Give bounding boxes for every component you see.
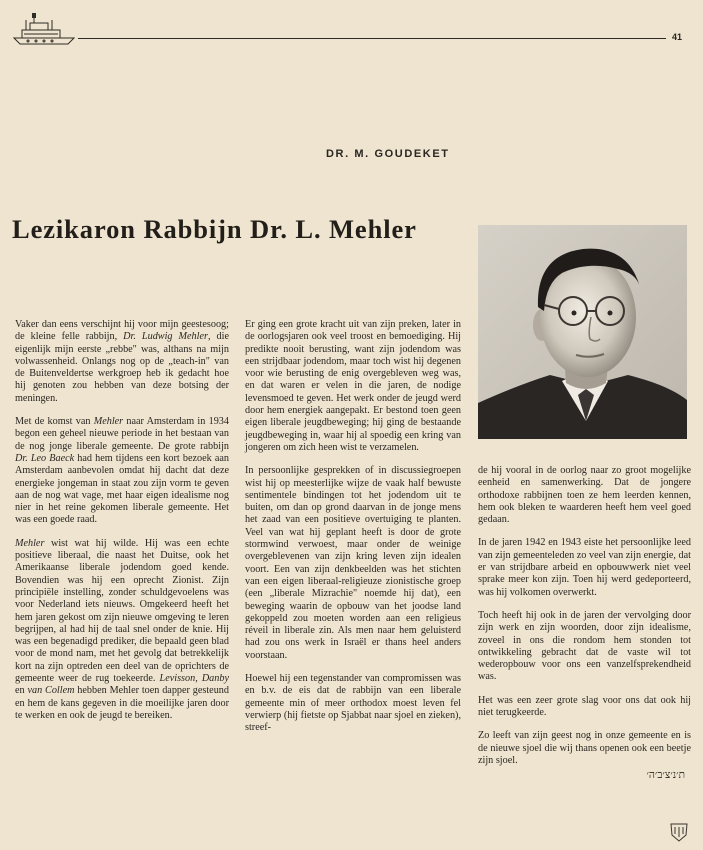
hebrew-abbreviation: ת׳נ׳צ׳ב׳ה׳ [646, 770, 685, 782]
italic-name: van Collem [27, 685, 75, 697]
italic-name: Mehler [15, 537, 45, 549]
text-column-2 [245, 319, 461, 746]
ship-icon [12, 12, 76, 46]
page-number: 41 [672, 32, 683, 42]
header-rule [78, 38, 666, 39]
article-title: Lezikaron Rabbijn Dr. L. Mehler [12, 214, 417, 244]
paragraph: de hij vooral in de oorlog naar zo groot mogelijke eenheid en samenwerking. Dat de jongere orthodoxe rabbijnen toen ze hem leerden kennen, hem ook bleken te waarderen heeft hem veel goed gedaan. [478, 465, 691, 526]
paragraph: Het was een zeer grote slag voor ons dat ook hij niet terugkeerde. [478, 694, 691, 719]
paragraph: Mehler wist wat hij wilde. Hij was een echte positieve liberaal, die naast het Duitse, ook het Amerikaanse liberale jodendom goed kende. Bovendien was hij een oprecht Zionist. Zijn principiële instelling, zonder schuldgevoelens was voor Nederland iets nieuws. Omgekeerd heeft het hem jaren gekost om zijn nieuwe omgeving te leren begrijpen, al had hij de taal snel onder de knie. Hij was een begenadigd prediker, die bepaald geen blad voor de mond nam, met het gevolg dat betrekkelijk kort na zijn optreden een deel van de oprichters de gemeente weer de rug toekeerde. Levisson, Danby en van Collem hebben Mehler toen dapper gesteund en hem de kans gegeven in die moeilijke jaren door te werken en ook de jeugd te bereiken. [15, 537, 229, 721]
paragraph: Er ging een grote kracht uit van zijn preken, later in de oorlogsjaren ook veel troost en bemoediging. Hij predikte nooit berusting, want zijn jodendom was een strijdbaar jodendom, maar toch wist hij degenen voor wie berusting de enig overgebleven weg was, en dat waren er velen in die jaren, de nodige levensmoed te geven. Het werk onder de jeugd werd door hem energiek aangepakt. Er bestond toen geen eigen liberale jeugdbeweging; hij ging de bestaande jeugdbeweging in, waar hij al spoedig een kring van jongeren om zich heen wist te verzamelen. [245, 319, 461, 453]
italic-name: Dr. Ludwig Mehler [123, 331, 208, 343]
paragraph: Met de komst van Mehler naar Amsterdam in 1934 begon een geheel nieuwe periode in het bestaan van de nog jonge liberale gemeente. De grote rabbijn Dr. Leo Baeck had hem tijdens een kort bezoek aan Amsterdam aanbevolen omdat hij dacht dat deze energieke jongeman in staat zou zijn vorm te geven aan de nog wat vage, met haar eigen idealisme nog nier in het reine gekomen liberale gemeente. Het was een goede raad. [15, 416, 229, 526]
paragraph: Hoewel hij een tegenstander van compromissen was en b.v. de eis dat de rabbijn van een liberale gemeente min of meer orthodox moest leven fel verwierp (hij fietste op Sjabbat naar sjoel en zieken), streef- [245, 673, 461, 734]
italic-name: Dr. Leo Baeck [15, 452, 75, 464]
italic-name: Levisson, Danby [159, 673, 229, 685]
italic-name: Mehler [93, 416, 124, 428]
emblem-icon [669, 821, 689, 843]
paragraph: Toch heeft hij ook in de jaren der vervolging door zijn werk en zijn woorden, door zijn idealisme, zoveel in ons die rondom hem stonden tot ontwikkeling gebracht dat de vaste wil tot wederopbouw voor ons een vanzelfsprekendheid was. [478, 609, 691, 683]
paragraph: In de jaren 1942 en 1943 eiste het persoonlijke leed van zijn gemeenteleden zo veel van zijn energie, dat er van strijdbare arbeid en opbouwwerk niet veel sprake meer kon zijn. Toen hij werd gedeporteerd, was hij volkomen overwerkt. [478, 537, 691, 598]
paragraph: Vaker dan eens verschijnt hij voor mijn geestesoog; de kleine felle rabbijn, Dr. Ludwig Mehler, die eigenlijk mijn eerste „rebbe" was, althans na mijn volwassenheid. Onlangs nog op de „teach-in" van de Buitenveldertse werkgroep heb ik gedacht hoe hij genoten zou hebben van deze botsing der meningen. [15, 319, 229, 404]
author-byline: DR. M. GOUDEKET [326, 148, 450, 160]
text-column-3 [478, 465, 691, 783]
text-column-1 [15, 319, 229, 733]
portrait-photo [478, 225, 687, 439]
paragraph: Zo leeft van zijn geest nog in onze gemeente en is de nieuwe sjoel die wij thans openen ook een beetje zijn sjoel. [478, 730, 691, 766]
paragraph: In persoonlijke gesprekken of in discussiegroepen wist hij op meesterlijke wijze de vaak half bewuste sentimentele bindingen tot het jodendom uit te buiten, om dan op grond daarvan in de jonge mens het zaad van een positieve overtuiging te planten. Veel van wat hij geplant heeft is door de grote stormwind verwoest, maar onder de weinige overgeblevenen van zijn kring leven zijn idealen voort. Een van zijn denkbeelden was het stichten van een eigen liberaal-religieuze zionistische groep (een „liberale Mizrachie" noemde hij dat), een beweging waarin de opbouw van het joodse land gekoppeld zou moeten worden aan een religieus réveil in liberale zin. Als men naar hem geluisterd had zou ons werk in Israël er thans heel anders voorstaan. [245, 465, 461, 661]
